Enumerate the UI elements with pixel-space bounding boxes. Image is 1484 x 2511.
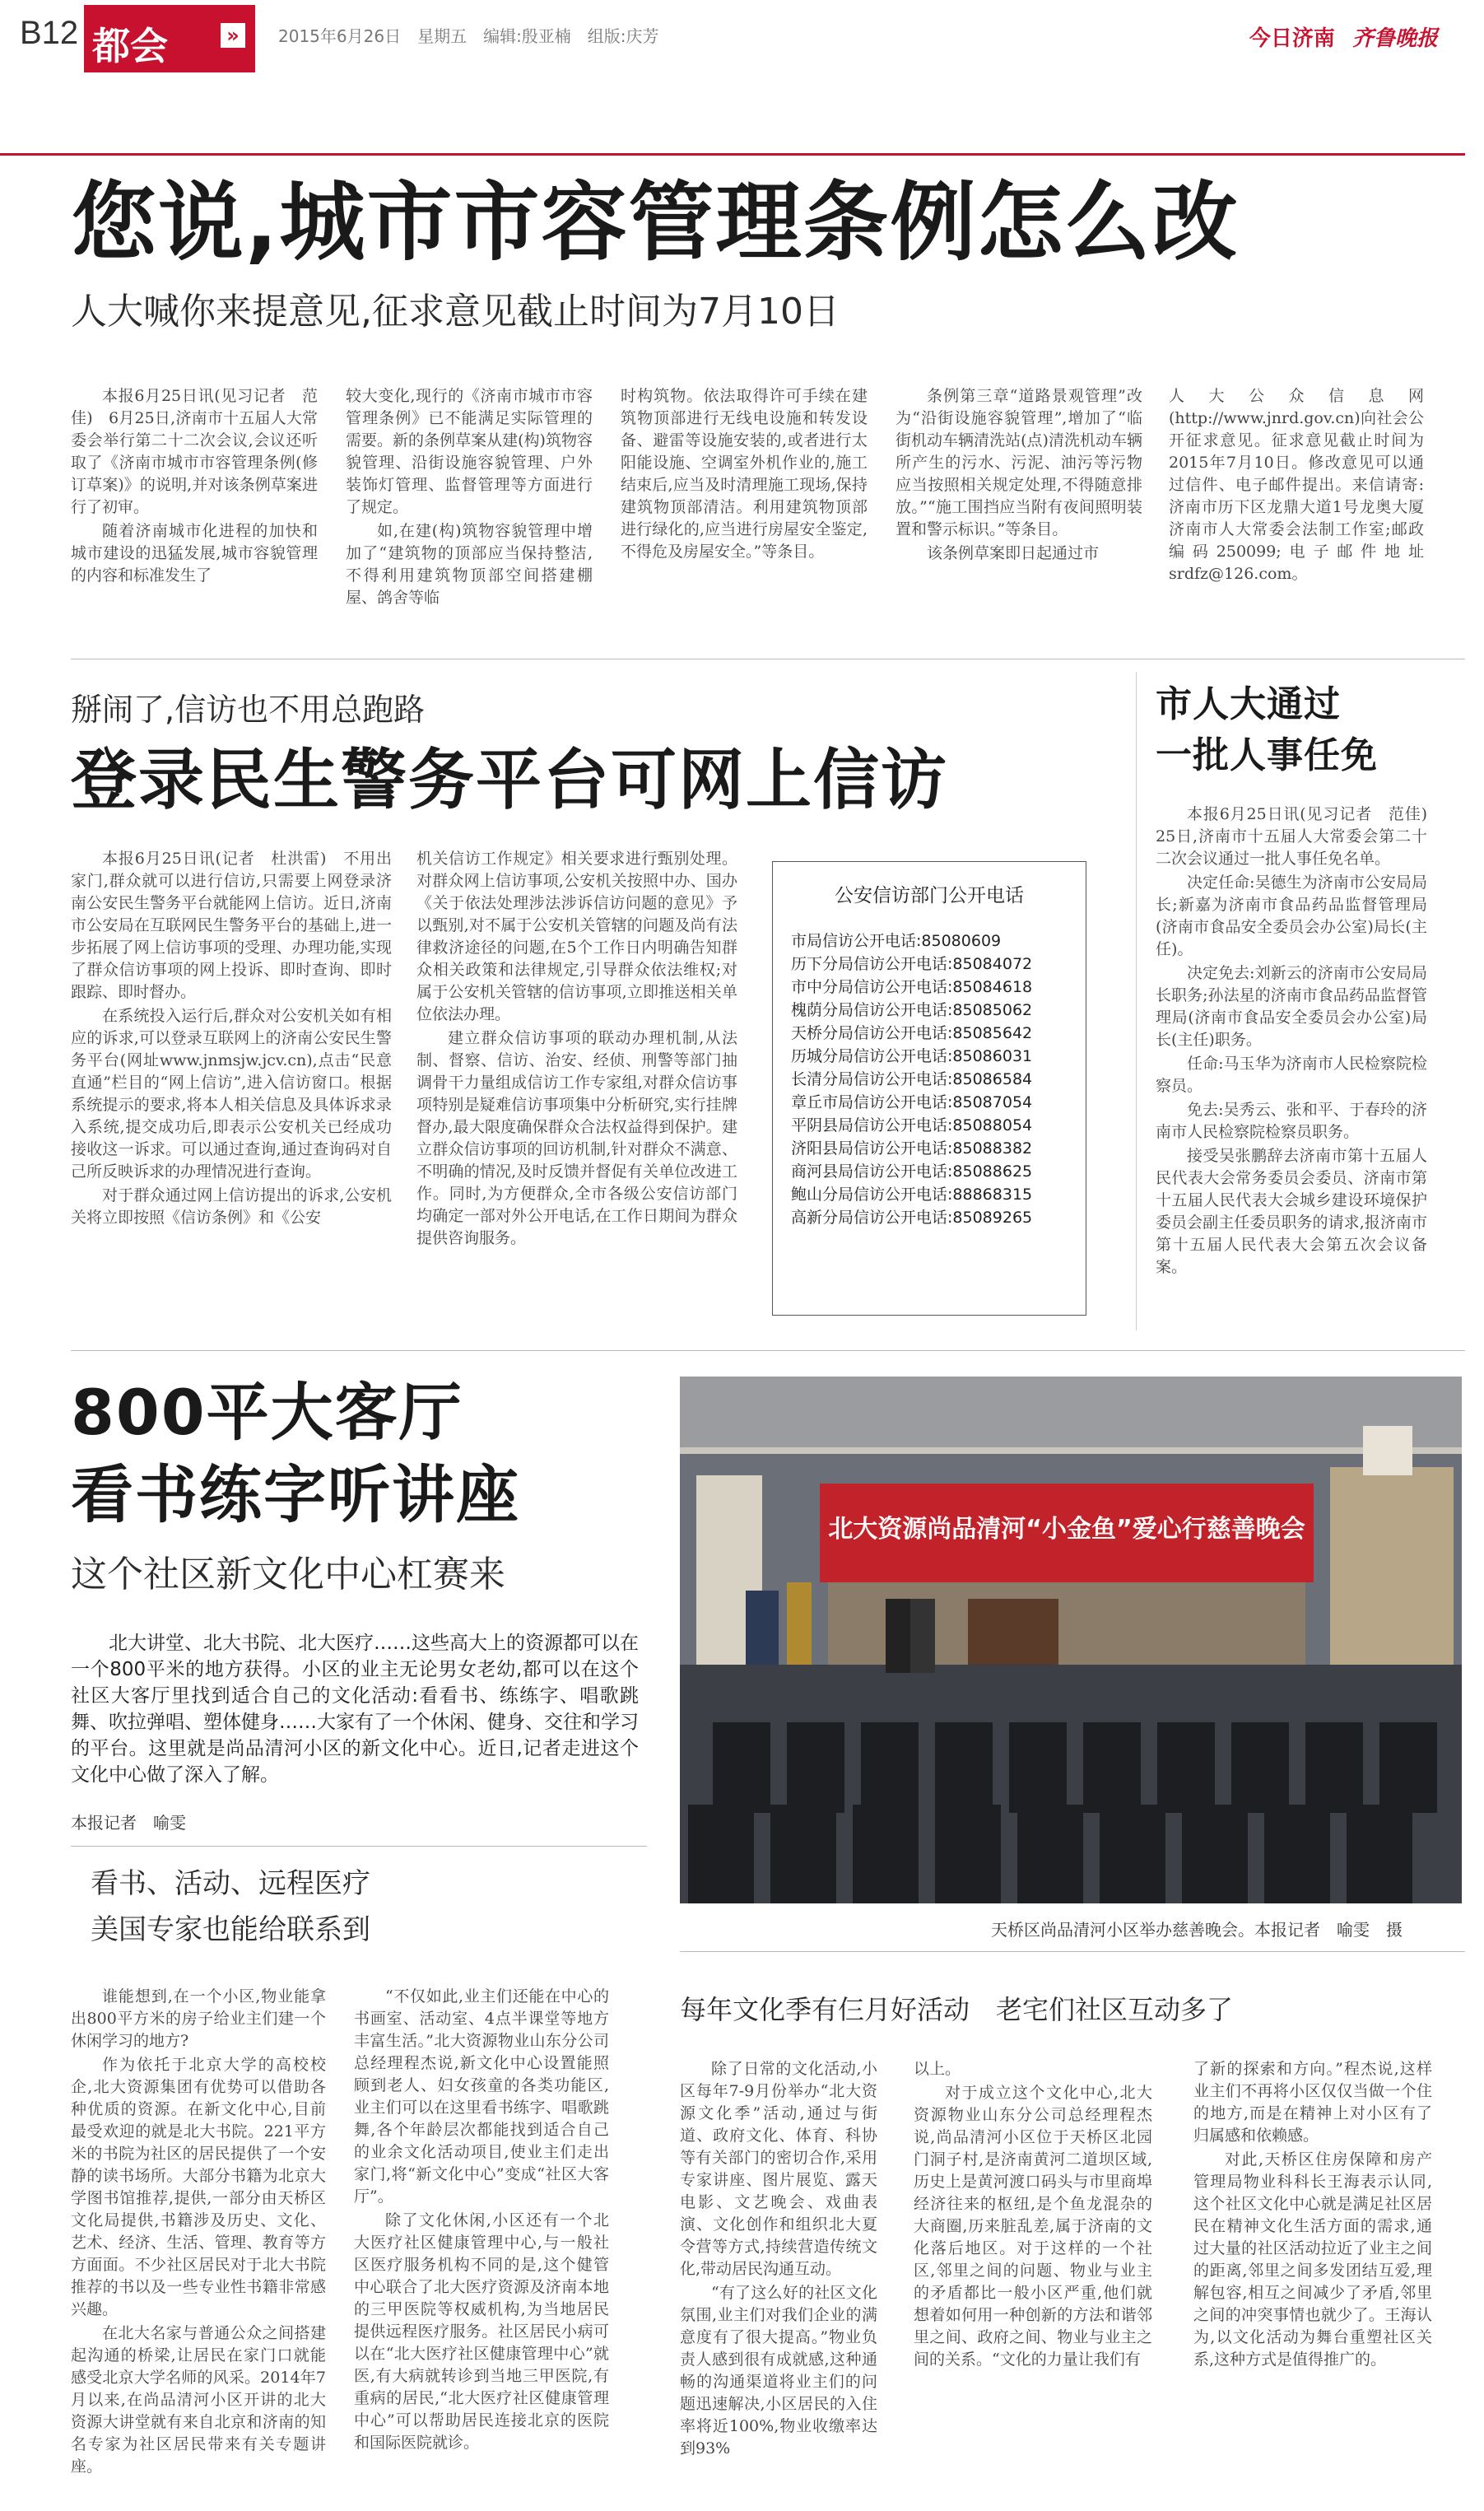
phone-label: 章丘市局信访公开电话 <box>791 1093 948 1111</box>
header-right <box>1249 21 1438 52</box>
article4-lead: 北大讲堂、北大书院、北大医疗……这些高大上的资源都可以在一个800平米的地方获得。小区的业主无论男女老幼,都可以在这个社区大客厅里找到适合自己的文化活动:看看书、练练字、唱歌跳舞、吹拉弹唱、塑体健身……大家有了一个休闲、健身、交往和学习的平台。这里就是尚品清河小区的新文化中心。近日,记者走进这个文化中心做了深入了解。 <box>71 1633 639 1786</box>
phone-label: 天桥分局信访公开电话 <box>791 1024 948 1042</box>
phone-row <box>791 975 1086 998</box>
paragraph: 随着济南城市化进程的加快和城市建设的迅猛发展,城市容貌管理的内容和标准发生了 <box>71 522 318 585</box>
phone-number: :85084618 <box>947 978 1033 996</box>
phone-row <box>791 1205 1086 1228</box>
article2-kicker: 掰闹了,信访也不用总跑路 <box>71 692 426 728</box>
article1-col1 <box>71 385 318 632</box>
phone-label: 鲍山分局信访公开电话 <box>791 1186 948 1204</box>
paragraph: 了新的探索和方向。”程杰说,这样业主们不再将小区仅仅当做一个住的地方,而是在精神上对小区有了归属感和依赖感。 <box>1193 2060 1432 2145</box>
paragraph: 任命:马玉华为济南市人民检察院检察员。 <box>1156 1055 1427 1095</box>
phone-label: 长清分局信访公开电话 <box>791 1070 948 1088</box>
paragraph: 接受吴张鹏辞去济南市第十五届人民代表大会常务委员会委员、济南市第十五届人民代表大会城乡建设环境保护委员会副主任委员职务的请求,报济南市第十五届人民代表大会第五次会议备案。 <box>1156 1147 1427 1276</box>
paragraph: 决定任命:吴德生为济南市公安局局长;新嘉为济南市食品药品监督管理局(济南市食品安全委员会办公室)局长(主任)。 <box>1156 873 1427 958</box>
article4-subtitle: 这个社区新文化中心杠赛来 <box>71 1554 505 1596</box>
divider <box>71 1350 1465 1351</box>
paragraph: 决定免去:刘新云的济南市公安局局长职务;孙法星的济南市食品药品监督管理局(济南市食品安全委员会办公室)局长(主任)职务。 <box>1156 964 1427 1049</box>
page-number: B12 <box>20 15 79 51</box>
article2-col1 <box>71 848 392 1334</box>
paragraph: 除了文化休闲,小区还有一个北大医疗社区健康管理中心,与一般社区医疗服务机构不同的是,这个健管中心联合了北大医疗资源及济南本地的三甲医院等权威机构,为当地居民提供远程医疗服务。社区居民小病可以在“北大医疗社区健康管理中心”就医,有大病就转诊到当地三甲医院,有重病的居民,“北大医疗社区健康管理中心”可以帮助居民连接北京的医院和国际医院就诊。 <box>354 2211 609 2452</box>
phone-number: :85088054 <box>947 1116 1033 1134</box>
phone-label: 历下分局信访公开电话 <box>791 955 948 973</box>
paragraph: “有了这么好的社区文化氛围,业主们对我们企业的满意度有了很大提高。”物业负责人感到很有成就感,这种通畅的沟通渠道将业主们的问题迅速解决,小区居民的入住率将近100%,物业收缴率达到93% <box>680 2284 877 2457</box>
article1-subtitle: 人大喊你来提意见,征求意见截止时间为7月10日 <box>71 291 840 333</box>
phone-label: 高新分局信访公开电话 <box>791 1209 948 1227</box>
phone-number: :85088625 <box>947 1162 1033 1181</box>
phone-row <box>791 1044 1086 1067</box>
phone-row <box>791 1113 1086 1136</box>
phone-number: :85086584 <box>947 1070 1033 1088</box>
paragraph: 建立群众信访事项的联动办理机制,从法制、督察、信访、治安、经侦、刑警等部门抽调骨干力量组成信访工作专家组,对群众信访事项特别是疑难信访事项集中分析研究,实行挂牌督办,最大限度确保群众合法权益得到保护。建立群众信访事项的回访机制,针对群众不满意、不明确的情况,及时反馈并督促有关单位改进工作。同时,为方便群众,全市各级公安信访部门均确定一部对外公开电话,在工作日期间为群众提供咨询服务。 <box>416 1029 737 1247</box>
sub1-line1: 看书、活动、远程医疗 <box>91 1867 370 1900</box>
paragraph: 人大公众信息网(http://www.jnrd.gov.cn)向社会公开征求意见。征求意见截止时间为2015年7月10日。修改意见可以通过信件、电子邮件提出。来信请寄:济南市历下区龙鼎大道1号龙奥大厦济南市人大常委会法制工作室;邮政编码250099;电子邮件地址srdfz@126.com。 <box>1169 387 1424 583</box>
paragraph: 本报6月25日讯(见习记者 范佳) 25日,济南市十五届人大常委会第二十二次会议通过一批人事任免名单。 <box>1156 805 1444 868</box>
phone-label: 市局信访公开电话 <box>791 932 917 950</box>
phone-row <box>791 1136 1086 1159</box>
phone-number: :85089265 <box>947 1209 1033 1227</box>
paragraph: 以上。 <box>914 2060 961 2078</box>
paragraph: 时构筑物。依法取得许可手续在建筑物顶部进行无线电设施和转发设备、避雷等设施安装的,或者进行太阳能设施、空调室外机作业的,施工结束后,应当及时清理施工现场,保持建筑物顶部清洁。利用建筑物顶部进行绿化的,应当进行房屋安全鉴定,不得危及房屋安全。”等条目。 <box>621 387 868 561</box>
section-tab <box>84 5 255 72</box>
phone-label: 济阳县局信访公开电话 <box>791 1139 948 1158</box>
paper-logo: 齐鲁晚报 <box>1351 26 1438 51</box>
paragraph: 免去:吴秀云、张和平、于春玲的济南市人民检察院检察员职务。 <box>1156 1101 1427 1141</box>
paragraph: 除了日常的文化活动,小区每年7-9月份举办“北大资源文化季”活动,通过与街道、政府文化、体育、科协等有关部门的密切合作,采用专家讲座、图片展览、露天电影、文艺晚会、戏曲表演、文化创作和组织北大夏令营等方式,持续营造传统文化,带动居民沟通互动。 <box>680 2060 877 2278</box>
phone-number: :85087054 <box>947 1093 1033 1111</box>
article1-col4 <box>896 385 1142 632</box>
phone-list <box>773 929 1086 1228</box>
phone-row <box>791 952 1086 975</box>
event-photo <box>680 1377 1462 1903</box>
paragraph: 条例第三章“道路景观管理”改为“沿街设施容貌管理”,增加了“临街机动车辆清洗站(点)清洗机动车辆所产生的污水、污泥、油污等污物应当按照相关规定处理,不得随意排放。”“施工围挡应当附有夜间照明装置和警示标识。”等条目。 <box>896 387 1142 538</box>
photo-illustration <box>680 1377 1462 1903</box>
phone-label: 平阴县局信访公开电话 <box>791 1116 948 1134</box>
article4-title-line1: 800平大客厅 <box>71 1376 463 1449</box>
paragraph: 在系统投入运行后,群众对公安机关如有相应的诉求,可以登录互联网上的济南公安民生警务平台(网址www.jnmsjw.jcv.cn),点击“民意直通”栏目的“网上信访”,进入信访窗口。根据系统提示的要求,将本人相关信息及具体诉求录入系统,提交成功后,即表示公安机关已经成功接收这一诉求。可以通过查询,通过查询码对自己所反映诉求的办理情况进行查询。 <box>71 1007 392 1181</box>
paragraph: 在北大名家与普通公众之间搭建起沟通的桥梁,让居民在家门口就能感受北京大学名师的风采。2014年7月以来,在尚品清河小区开讲的北大资源大讲堂就有来自北京和济南的知名专家为社区居民带来有关专题讲座。 <box>71 2324 326 2476</box>
phone-row <box>791 1021 1086 1044</box>
paragraph: 机关信访工作规定》相关要求进行甄别处理。对群众网上信访事项,公安机关按照中办、国办《关于依法处理涉法涉诉信访问题的意见》予以甄别,对不属于公安机关管辖的问题及尚有法律救济途径的问题,在5个工作日内明确告知群众相关政策和法律规定,引导群众依法维权;对属于公安机关管辖的信访事项,立即推送相关单位依法办理。 <box>416 850 737 1023</box>
column-divider <box>1136 672 1137 1330</box>
phone-row <box>791 998 1086 1021</box>
photo-caption: 天桥区尚品清河小区举办慈善晚会。本报记者 喻雯 摄 <box>991 1920 1403 1940</box>
phone-number: :85088382 <box>947 1139 1033 1158</box>
phone-row <box>791 1090 1086 1113</box>
paragraph: 作为依托于北京大学的高校校企,北大资源集团有优势可以借助各种优质的资源。在新文化中心,目前最受欢迎的就是北大书院。221平方米的书院为社区的居民提供了一个安静的读书场所。大部分书籍为北京大学图书馆推荐,提供,一部分由天桥区文化局提供,书籍涉及历史、文化、艺术、经济、生活、管理、教育等方方面面。不少社区居民对于北大书院推荐的书以及一些专业性书籍非常感兴趣。 <box>71 2056 326 2318</box>
article1-col2 <box>346 385 593 632</box>
phone-row <box>791 929 1086 952</box>
section-name: 都会 <box>92 24 168 68</box>
chevron-right-icon: » <box>221 23 245 48</box>
divider <box>71 1846 647 1847</box>
phone-row <box>791 1159 1086 1182</box>
paragraph: “不仅如此,业主们还能在中心的书画室、活动室、4点半课堂等地方丰富生活。”北大资源物业山东分公司总经理程杰说,新文化中心设置能照顾到老人、妇女孩童的各类功能区,业主们可以在这里看书练字、唱歌跳舞,各个年龄层次都能找到适合自己的业余文化活动项目,使业主们走出家门,将“新文化中心”变成“社区大客厅”。 <box>354 1987 609 2206</box>
phone-row <box>791 1067 1086 1090</box>
article3-title-line2: 一批人事任免 <box>1156 734 1378 776</box>
paragraph: 对于群众通过网上信访提出的诉求,公安机关将立即按照《信访条例》和《公安 <box>71 1186 392 1227</box>
article1-col3 <box>621 385 868 632</box>
article4-title-line2: 看书练字听讲座 <box>71 1458 520 1531</box>
paragraph: 如,在建(构)筑物容貌管理中增加了“建筑物的顶部应当保持整洁,不得利用建筑物顶部空间搭建棚屋、鸽舍等临 <box>346 522 593 607</box>
article4-colA <box>71 1986 326 2490</box>
phone-label: 市中分局信访公开电话 <box>791 978 948 996</box>
phone-box <box>772 861 1086 1316</box>
article4-colB <box>354 1986 609 2490</box>
paragraph: 对此,天桥区住房保障和房产管理局物业科科长王海表示认同,这个社区文化中心就是满足社区居民在精神文化生活方面的需求,通过大量的社区活动拉近了业主之间的距离,邻里之间多发团结互爱,理解包容,相互之间减少了矛盾,邻里之间的冲突事情也就少了。王海认为,以文化活动为舞台重塑社区关系,这种方式是值得推广的。 <box>1193 2150 1432 2369</box>
sub2-heading: 每年文化季有仨月好活动 老宅们社区互动多了 <box>680 1994 1234 2025</box>
phone-number: :85080609 <box>916 932 1002 950</box>
article4-colC <box>680 2058 877 2490</box>
phone-row <box>791 1182 1086 1205</box>
phone-number: :85085062 <box>947 1001 1033 1019</box>
paragraph: 谁能想到,在一个小区,物业能拿出800平方米的房子给业主们建一个休闲学习的地方? <box>71 1987 326 2050</box>
paragraph: 本报6月25日讯(见习记者 范佳) 6月25日,济南市十五届人大常委会举行第二十二次会议,会议还听取了《济南市城市市容管理条例(修订草案)》的说明,并对该条例草案进行了初审。 <box>71 387 318 516</box>
sub1-line2: 美国专家也能给联系到 <box>91 1913 370 1946</box>
phone-label: 槐荫分局信访公开电话 <box>791 1001 948 1019</box>
article4-byline: 本报记者 喻雯 <box>71 1813 186 1833</box>
article1-title: 您说,城市市容管理条例怎么改 <box>71 172 1240 273</box>
header-right-label: 今日济南 <box>1249 26 1335 51</box>
phone-number: :88868315 <box>947 1186 1033 1204</box>
article2-col2 <box>416 848 737 1334</box>
phone-number: :85085642 <box>947 1024 1033 1042</box>
paragraph: 较大变化,现行的《济南市城市市容管理条例》已不能满足实际管理的需要。新的条例草案从建(构)筑物容貌管理、沿街设施容貌管理、户外装饰灯管理、监督管理等方面进行了规定。 <box>346 387 593 516</box>
phone-number: :85084072 <box>947 955 1033 973</box>
photo-banner-text: 北大资源尚品清河“小金鱼”爱心行慈善晚会 <box>828 1515 1305 1544</box>
article2-title: 登录民生警务平台可网上信访 <box>71 742 948 818</box>
phone-number: :85086031 <box>947 1047 1033 1065</box>
phone-label: 商河县局信访公开电话 <box>791 1162 948 1181</box>
paragraph: 该条例草案即日起通过市 <box>927 544 1100 562</box>
paragraph: 对于成立这个文化中心,北大资源物业山东分公司总经理程杰说,尚品清河小区位于天桥区北园门洞子村,是济南黄河二道坝区域,历史上是黄河渡口码头与市里商埠经济往来的枢纽,是个鱼龙混杂的大商圈,历来脏乱差,属于济南的文化落后地区。对于这样的一个社区,邻里之间的问题、物业与业主的矛盾都比一般小区严重,他们就想着如何用一种创新的方法和谐邻里之间、政府之间、物业与业主之间的关系。“文化的力量让我们有 <box>914 2084 1152 2369</box>
article4-colE <box>1193 2058 1432 2490</box>
article1-col5 <box>1169 385 1424 632</box>
article3-body <box>1156 804 1444 1330</box>
paragraph: 本报6月25日讯(记者 杜洪雷) 不用出家门,群众就可以进行信访,只需要上网登录济南公安民生警务平台就能网上信访。近日,济南市公安局在互联网民生警务平台的基础上,进一步拓展了网上信访事项的受理、办理功能,实现了群众信访事项的网上投诉、即时查询、即时跟踪、即时督办。 <box>71 850 392 1001</box>
phone-box-title: 公安信访部门公开电话 <box>835 885 1024 906</box>
header-rule <box>0 153 1465 156</box>
date-info: 2015年6月26日 星期五 编辑:殷亚楠 组版:庆芳 <box>278 26 659 46</box>
phone-label: 历城分局信访公开电话 <box>791 1047 948 1065</box>
divider <box>680 1951 1465 1952</box>
article4-colD <box>914 2058 1152 2490</box>
article3-title-line1: 市人大通过 <box>1156 683 1341 725</box>
